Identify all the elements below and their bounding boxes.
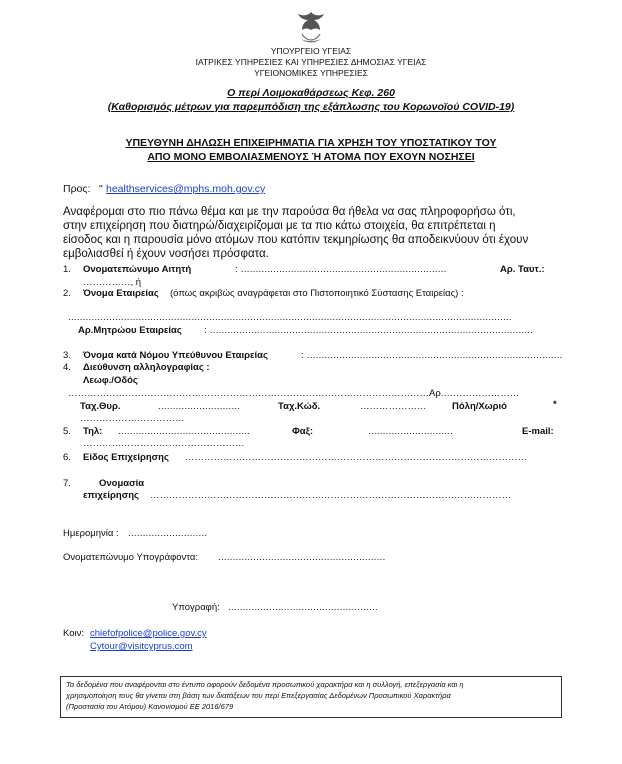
postal-address-label: Διεύθυνση αλληλογραφίας : (83, 362, 210, 373)
phone-field[interactable]: ............................................. (118, 426, 251, 437)
company-registration-label: Αρ.Μητρώου Εταιρείας (78, 325, 182, 336)
street-field[interactable]: ……………………………………………………………………………………………………Αρ.…………………… (68, 388, 520, 399)
cc-police-email-link[interactable]: chiefofpolice@police.gov.cy (90, 628, 207, 639)
po-box-field[interactable]: ............................ (158, 401, 241, 412)
law-subtitle: (Καθορισμός μέτρων για παρεμπόδιση της εξάπλωσης του Κορωνοϊού COVID-19) (107, 101, 515, 113)
field-5-number: 5. (63, 426, 71, 437)
intro-line-4: εμβολιασθεί ή έχουν νοσήσει πρόσφατα. (63, 248, 269, 260)
company-name-label: Όνομα Εταιρείας (83, 288, 159, 299)
business-name-field[interactable]: …………………………………………………………………………………………………… (150, 490, 511, 501)
intro-line-1: Αναφέρομαι στο πιο πάνω θέμα και με την παρούσα θα ήθελα να σας πληροφορήσω ότι, (63, 206, 516, 218)
field-3-number: 3. (63, 350, 71, 361)
applicant-name-field[interactable]: : ...................................................................... (235, 264, 447, 275)
date-label: Ημερομηνία : (63, 528, 119, 539)
business-name-label-line2: επιχείρησης (83, 490, 139, 501)
street-label: Λεωφ./Οδός (83, 375, 138, 386)
notice-line-3: (Προστασία του Ατόμου) Κανονισμού ΕΕ 2016/679 (66, 702, 234, 711)
date-field[interactable]: ........................... (128, 528, 208, 539)
field-4-number: 4. (63, 362, 71, 373)
law-title: Ο περί Λοιμοκαθάρσεως Κεφ. 260 (227, 87, 395, 99)
signature-field[interactable]: ................................................... (228, 602, 378, 613)
city-asterisk: * (553, 399, 557, 410)
to-label: Προς: (63, 183, 91, 195)
signature-label: Υπογραφή: (172, 602, 220, 613)
cc-visitcyprus-email-link[interactable]: Cytour@visitcyprus.com (90, 641, 193, 652)
field-7-number: 7. (63, 478, 71, 489)
po-box-label: Ταχ.Θυρ. (80, 401, 121, 412)
signatory-name-label: Ονοματεπώνυμο Υπογράφοντα: (63, 552, 199, 563)
data-protection-notice-box (60, 676, 562, 718)
to-quote: " (99, 183, 103, 195)
services-name: ΙΑΤΡΙΚΕΣ ΥΠΗΡΕΣΙΕΣ ΚΑΙ ΥΠΗΡΕΣΙΕΣ ΔΗΜΟΣΙΑΣ ΥΓΕΙΑΣ (195, 57, 427, 67)
signatory-name-field[interactable]: ......................................................... (218, 552, 386, 563)
notice-line-1: Τα δεδομένα που αναφέρονται στο έντυπο αφορούν δεδομένα προσωπικού χαρακτήρα και η συλλογή, επεξεργασία και η (66, 680, 464, 689)
postal-code-field[interactable]: ………………… (360, 401, 427, 412)
legal-representative-label: Όνομα κατά Νόμου Υπεύθυνου Εταιρείας (83, 350, 268, 361)
field-2-number: 2. (63, 288, 71, 299)
cc-label: Κοιν: (63, 628, 85, 639)
coat-of-arms-emblem (290, 8, 332, 48)
applicant-name-label: Ονοματεπώνυμο Αιτητή (83, 264, 192, 275)
company-registration-field[interactable]: : .............................................................................................................. (204, 325, 534, 336)
notice-line-2: χρησιμοποίηση τους θα γίνεται στη βάση των διατάξεων του περί Επεξεργασίας Δεδομένων Προσωπικού Χαρακτήρα (66, 691, 451, 700)
health-services-name: ΥΓΕΙΟΝΟΜΙΚΕΣ ΥΠΗΡΕΣΙΕΣ (254, 68, 368, 78)
declaration-title-line2: ΑΠΟ ΜΟΝΟ ΕΜΒΟΛΙΑΣΜΕΝΟΥΣ Ή ΑΤΟΜΑ ΠΟΥ ΕΧΟΥΝ ΝΟΣΗΣΕΙ (147, 151, 475, 163)
id-number-label: Αρ. Ταυτ.: (500, 264, 545, 275)
fax-label: Φαξ: (292, 426, 314, 437)
intro-line-2: στην επιχείρηση που διατηρώ/διαχειρίζομαι με τα πιο κάτω στοιχεία, θα επιτρέπεται η (63, 220, 496, 232)
intro-line-3: είσοδος και η παρουσία μόνο ατόμων που κατόπιν τεκμηρίωσης θα αποδεικνύουν ότι έχουν (63, 234, 529, 246)
company-name-note: (όπως ακριβώς αναγράφεται στο Πιστοποιητικό Σύστασης Εταιρείας) : (170, 288, 464, 299)
email-field[interactable]: …………………………………………… (83, 438, 245, 449)
fax-field[interactable]: ............................. (368, 426, 454, 437)
id-number-field[interactable]: ……………, ή (83, 277, 142, 288)
city-label: Πόλη/Χωριό (452, 401, 507, 412)
postal-code-label: Ταχ.Κώδ. (278, 401, 321, 412)
email-label: E-mail: (522, 426, 554, 437)
to-email-link[interactable]: healthservices@mphs.moh.gov.cy (106, 183, 266, 195)
ministry-name: ΥΠΟΥΡΓΕΙΟ ΥΓΕΙΑΣ (270, 46, 352, 56)
company-name-field[interactable]: ....................................................................................................................................................... (68, 312, 512, 323)
city-field[interactable]: …………………………… (80, 413, 185, 424)
phone-label: Τηλ: (83, 426, 103, 437)
declaration-title-line1: ΥΠΕΥΘΥΝΗ ΔΗΛΩΣΗ ΕΠΙΧΕΙΡΗΜΑΤΙΑ ΓΙΑ ΧΡΗΣΗ ΤΟΥ ΥΠΟΣΤΑΤΙΚΟΥ ΤΟΥ (125, 137, 497, 149)
legal-representative-field[interactable]: : ....................................................................................... (301, 350, 563, 361)
field-6-number: 6. (63, 452, 71, 463)
business-name-label-line1: Ονομασία (99, 478, 145, 489)
business-type-field[interactable]: ……………………………………………………………………………………………… (185, 452, 527, 463)
field-1-number: 1. (63, 264, 71, 275)
business-type-label: Είδος Επιχείρησης (83, 452, 169, 463)
